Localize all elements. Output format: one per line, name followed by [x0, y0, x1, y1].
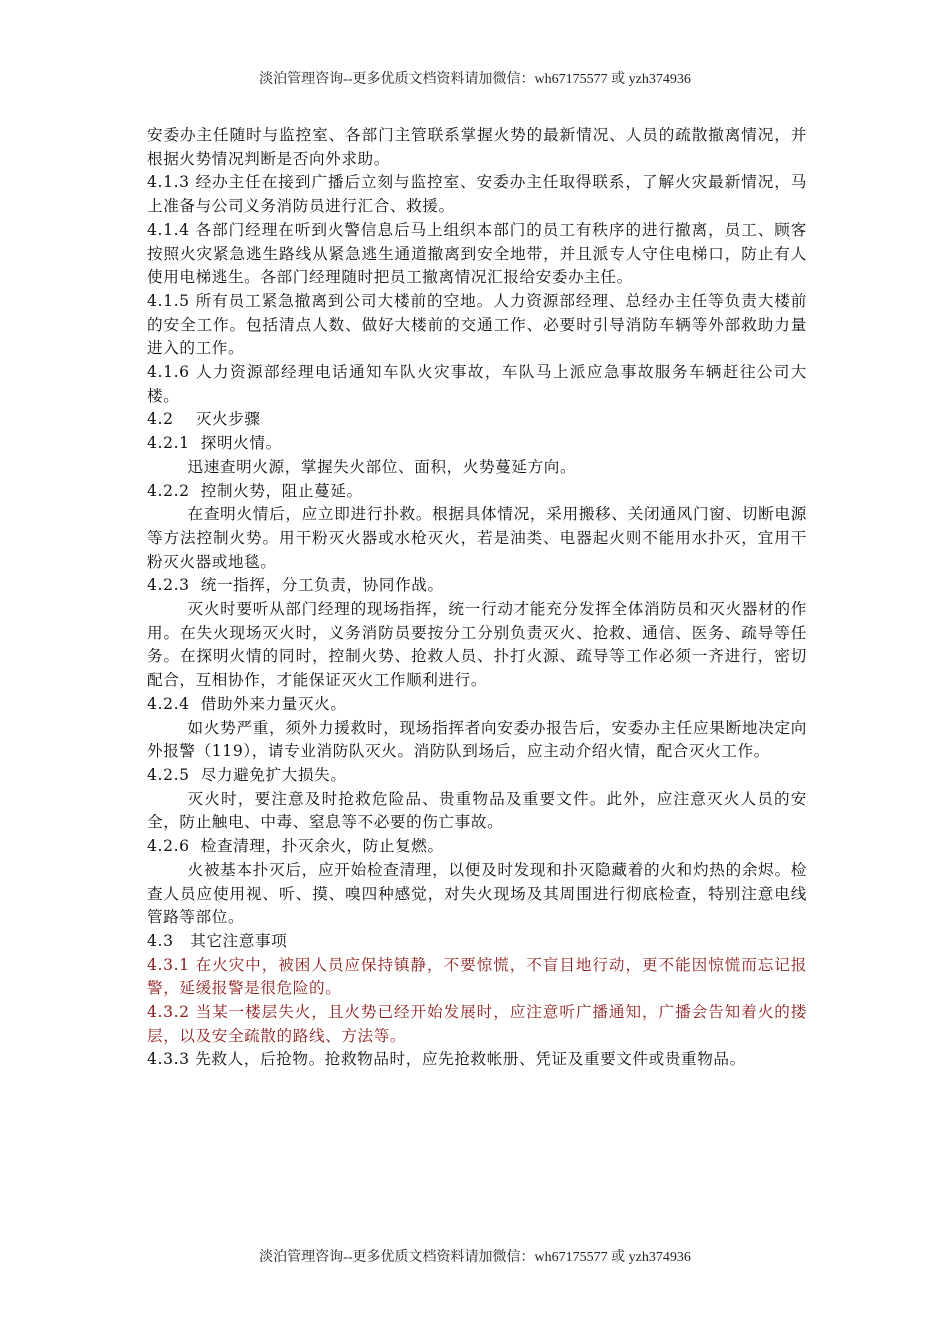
section-4-1-5: 4.1.5 所有员工紧急撤离到公司大楼前的空地。人力资源部经理、总经办主任等负责大楼前的安全工作。包括清点人数、做好大楼前的交通工作、必要时引导消防车辆等外部救助力量进入的工作。 [147, 291, 807, 358]
section-4-2-2-body: 在查明火情后，应立即进行扑救。根据具体情况，采用搬移、关闭通风门窗、切断电源等方法控制火势。用干粉灭火器或水枪灭火，若是油类、电器起火则不能用水扑灭，宜用干粉灭火器或地毯。 [147, 505, 807, 571]
page-footer: 淡泊管理咨询--更多优质文档资料请加微信：wh67175577 或 yzh374936 [259, 1250, 691, 1265]
section-4-2-3-heading: 4.2.3 统一指挥，分工负责，协同作战。 [147, 576, 444, 595]
section-4-2-6-body: 火被基本扑灭后，应开始检查清理，以便及时发现和扑灭隐藏着的火和灼热的余烬。检查人员应使用视、听、摸、嗅四种感觉，对失火现场及其周围进行彻底检查，特别注意电线管路等部位。 [147, 860, 807, 927]
page-header: 淡泊管理咨询--更多优质文档资料请加微信：wh67175577 或 yzh374936 [259, 72, 691, 87]
section-4-2-4-heading: 4.2.4 借助外来力量灭火。 [147, 694, 347, 713]
section-4-1-3: 4.1.3 经办主任在接到广播后立刻与监控室、安委办主任取得联系，了解火灾最新情况，马上准备与公司义务消防员进行汇合、救援。 [147, 173, 807, 216]
paragraph: 安委办主任随时与监控室、各部门主管联系掌握火势的最新情况、人员的疏散撤离情况，并根据火势情况判断是否向外求助。 [147, 126, 807, 168]
section-4-1-6: 4.1.6 人力资源部经理电话通知车队火灾事故，车队马上派应急事故服务车辆赶往公司大楼。 [147, 363, 807, 405]
section-4-2-5-body: 灭火时，要注意及时抢救危险品、贵重物品及重要文件。此外，应注意灭火人员的安全，防止触电、中毒、窒息等不必要的伤亡事故。 [147, 789, 807, 832]
section-4-3-2: 4.3.2 当某一楼层失火，且火势已经开始发展时，应注意听广播通知，广播会告知着火的搂层，以及安全疏散的路线、方法等。 [147, 1003, 807, 1045]
section-4-3-1: 4.3.1 在火灾中，被困人员应保持镇静，不要惊慌，不盲目地行动，更不能因惊慌而忘记报警，延缓报警是很危险的。 [147, 955, 807, 998]
section-4-2-5-heading: 4.2.5 尽力避免扩大损失。 [147, 765, 347, 784]
section-4-1-4: 4.1.4 各部门经理在听到火警信息后马上组织本部门的员工有秩序的进行撤离，员工、顾客按照火灾紧急逃生路线从紧急逃生通道撤离到安全地带，并且派专人守住电梯口，防止有人使用电梯逃生。各部门经理随时把员工撤离情况汇报给安委办主任。 [147, 220, 807, 287]
section-4-2-2-heading: 4.2.2 控制火势，阻止蔓延。 [147, 481, 363, 500]
document-body [147, 124, 807, 1072]
section-4-2-heading: 4.2 灭火步骤 [147, 410, 261, 429]
section-4-3-3: 4.3.3 先救人，后抢物。抢救物品时，应先抢救帐册、凭证及重要文件或贵重物品。 [147, 1050, 746, 1069]
section-4-2-4-body: 如火势严重，须外力援救时，现场指挥者向安委办报告后，安委办主任应果断地决定向外报警（119），请专业消防队灭火。消防队到场后，应主动介绍火情，配合灭火工作。 [147, 718, 807, 761]
section-4-3-heading: 4.3 其它注意事项 [147, 931, 288, 950]
section-4-2-1-body: 迅速查明火源，掌握失火部位、面积，火势蔓延方向。 [187, 457, 577, 476]
section-4-2-3-body: 灭火时要听从部门经理的现场指挥，统一行动才能充分发挥全体消防员和灭火器材的作用。在失火现场灭火时，义务消防员要按分工分别负责灭火、抢救、通信、医务、疏导等任务。在探明火情的同时，控制火势、抢救人员、扑打火源、疏导等工作必须一齐进行，密切配合，互相协作，才能保证灭火工作顺利进行。 [147, 600, 807, 690]
section-4-2-1-heading: 4.2.1 探明火情。 [147, 434, 282, 453]
section-4-2-6-heading: 4.2.6 检查清理，扑灭余火，防止复燃。 [147, 837, 444, 856]
